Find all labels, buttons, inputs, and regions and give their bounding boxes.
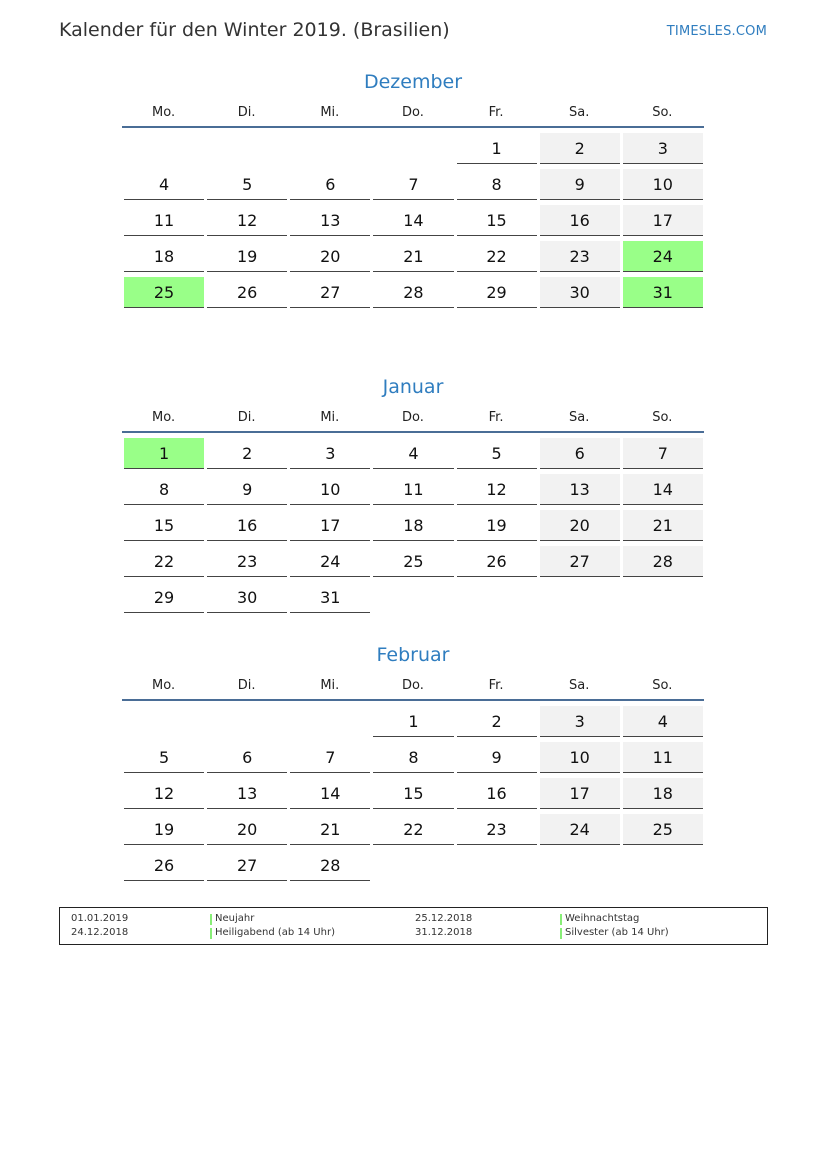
weekday-label: Di. [237,410,256,425]
day-cell: 20 [540,510,620,541]
day-cell: 21 [373,241,453,272]
day-cell: 6 [540,438,620,469]
day-cell: 22 [457,241,537,272]
day-cell: 10 [290,474,370,505]
day-cell: 18 [373,510,453,541]
legend-holiday-name: Silvester (ab 14 Uhr) [560,927,669,939]
legend-holiday-name: Heiligabend (ab 14 Uhr) [210,927,335,939]
day-cell: 4 [373,438,453,469]
day-cell: 1 [457,133,537,164]
day-cell: 7 [290,742,370,773]
day-cell: 26 [207,277,287,308]
day-cell: 17 [290,510,370,541]
day-cell: 25 [373,546,453,577]
month-calendar [122,68,704,313]
month-title: Dezember [363,71,463,93]
day-cell: 19 [124,814,204,845]
day-cell: 11 [373,474,453,505]
weekday-label: Do. [402,678,424,693]
weekday-label: So. [652,678,673,693]
weekday-label: Fr. [488,410,504,425]
legend-date: 24.12.2018 [71,927,129,938]
day-cell: 5 [207,169,287,200]
day-cell: 19 [207,241,287,272]
weekday-label: Sa. [569,105,590,120]
weekday-header [122,677,704,701]
day-cell: 2 [207,438,287,469]
day-cell: 7 [623,438,703,469]
holiday-legend [59,907,768,945]
day-cell: 18 [124,241,204,272]
day-cell: 16 [540,205,620,236]
empty-cell [124,706,204,736]
day-cell: 7 [373,169,453,200]
day-cell: 5 [457,438,537,469]
day-cell: 21 [290,814,370,845]
day-cell: 11 [124,205,204,236]
weekday-header [122,409,704,433]
day-cell: 12 [457,474,537,505]
weekday-header [122,104,704,128]
day-cell: 23 [207,546,287,577]
day-cell: 3 [623,133,703,164]
weekday-label: Mi. [320,105,340,120]
holiday-day-cell: 24 [623,241,703,272]
legend-date: 01.01.2019 [71,913,129,924]
month-calendar [122,641,704,886]
day-cell: 21 [623,510,703,541]
day-cell: 8 [457,169,537,200]
legend-holiday-name: Neujahr [210,913,254,925]
day-cell: 18 [623,778,703,809]
days-grid [122,706,704,886]
days-grid [122,438,704,618]
day-cell: 24 [290,546,370,577]
day-cell: 29 [457,277,537,308]
day-cell: 19 [457,510,537,541]
weekday-label: Sa. [569,410,590,425]
days-grid [122,133,704,313]
day-cell: 23 [540,241,620,272]
day-cell: 16 [207,510,287,541]
day-cell: 5 [124,742,204,773]
day-cell: 25 [623,814,703,845]
weekday-label: Mo. [152,105,176,120]
day-cell: 15 [373,778,453,809]
day-cell: 27 [540,546,620,577]
weekday-label: Di. [237,678,256,693]
month-title: Februar [376,644,450,666]
legend-date: 25.12.2018 [415,913,473,924]
weekday-label: Mo. [152,678,176,693]
day-cell: 24 [540,814,620,845]
day-cell: 10 [623,169,703,200]
day-cell: 14 [623,474,703,505]
day-cell: 13 [540,474,620,505]
day-cell: 2 [540,133,620,164]
weekday-label: Mi. [320,678,340,693]
weekday-label: Fr. [488,678,504,693]
weekday-label: Fr. [488,105,504,120]
weekday-label: Do. [402,410,424,425]
page-title: Kalender für den Winter 2019. (Brasilien) [59,19,450,41]
day-cell: 29 [124,582,204,613]
day-cell: 26 [124,850,204,881]
day-cell: 8 [373,742,453,773]
legend-date: 31.12.2018 [415,927,473,938]
legend-holiday-name: Weihnachtstag [560,913,639,925]
day-cell: 27 [290,277,370,308]
day-cell: 30 [540,277,620,308]
day-cell: 11 [623,742,703,773]
day-cell: 26 [457,546,537,577]
day-cell: 14 [373,205,453,236]
day-cell: 23 [457,814,537,845]
day-cell: 15 [124,510,204,541]
weekday-label: Di. [237,105,256,120]
weekday-label: Mi. [320,410,340,425]
empty-cell [207,706,287,736]
day-cell: 10 [540,742,620,773]
holiday-day-cell: 31 [623,277,703,308]
day-cell: 30 [207,582,287,613]
day-cell: 9 [540,169,620,200]
month-title: Januar [382,376,444,398]
day-cell: 3 [290,438,370,469]
day-cell: 9 [457,742,537,773]
holiday-day-cell: 25 [124,277,204,308]
day-cell: 12 [207,205,287,236]
month-calendar [122,373,704,618]
day-cell: 4 [623,706,703,737]
day-cell: 15 [457,205,537,236]
day-cell: 22 [373,814,453,845]
day-cell: 31 [290,582,370,613]
day-cell: 6 [207,742,287,773]
day-cell: 9 [207,474,287,505]
day-cell: 3 [540,706,620,737]
holiday-day-cell: 1 [124,438,204,469]
day-cell: 20 [207,814,287,845]
empty-cell [124,133,204,163]
weekday-label: So. [652,410,673,425]
day-cell: 17 [623,205,703,236]
day-cell: 27 [207,850,287,881]
day-cell: 28 [623,546,703,577]
weekday-label: So. [652,105,673,120]
day-cell: 8 [124,474,204,505]
empty-cell [290,706,370,736]
weekday-label: Do. [402,105,424,120]
day-cell: 13 [207,778,287,809]
day-cell: 14 [290,778,370,809]
weekday-label: Sa. [569,678,590,693]
empty-cell [290,133,370,163]
day-cell: 4 [124,169,204,200]
brand-link[interactable]: TIMESLES.COM [666,24,767,39]
day-cell: 28 [373,277,453,308]
day-cell: 28 [290,850,370,881]
day-cell: 20 [290,241,370,272]
weekday-label: Mo. [152,410,176,425]
day-cell: 13 [290,205,370,236]
day-cell: 2 [457,706,537,737]
day-cell: 17 [540,778,620,809]
empty-cell [373,133,453,163]
day-cell: 22 [124,546,204,577]
empty-cell [207,133,287,163]
day-cell: 1 [373,706,453,737]
day-cell: 16 [457,778,537,809]
day-cell: 12 [124,778,204,809]
day-cell: 6 [290,169,370,200]
